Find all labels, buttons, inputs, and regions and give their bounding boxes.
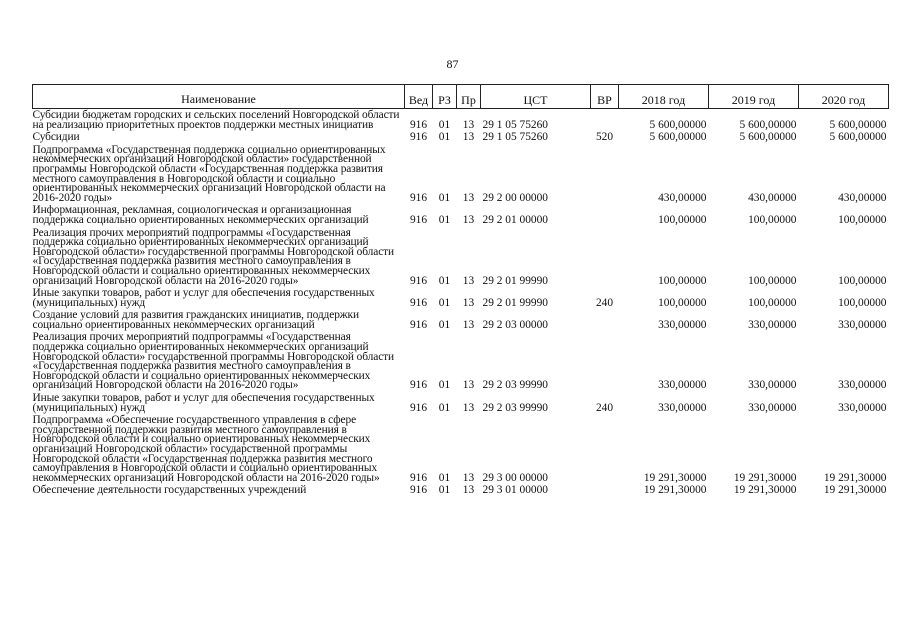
table-row: [33, 109, 889, 132]
row-cst: 29 2 03 99990: [482, 379, 548, 392]
row-value-2019: 100,00000: [748, 274, 797, 287]
row-value-2019: 330,00000: [748, 318, 797, 331]
row-vr: [591, 309, 619, 331]
row-value-2018: 100,00000: [658, 274, 707, 287]
row-rz: 01: [438, 274, 451, 287]
row-value-2020: 19 291,30000: [823, 471, 887, 484]
row-rz: 01: [438, 296, 451, 309]
row-vr: [591, 414, 619, 484]
row-ved: 916: [409, 484, 428, 497]
row-rz: 01: [438, 213, 451, 226]
row-value-2020: 5 600,00000: [829, 118, 887, 131]
row-vr: [591, 109, 619, 132]
table-row: [33, 484, 889, 497]
row-value-2018: 330,00000: [658, 401, 707, 414]
row-pr: 13: [462, 484, 475, 497]
table-row: [33, 227, 889, 288]
row-value-2018: 19 291,30000: [643, 484, 707, 497]
row-value-2018: 100,00000: [658, 296, 707, 309]
row-value-2019: 100,00000: [748, 213, 797, 226]
row-value-2019: 330,00000: [748, 401, 797, 414]
row-value-2018: 100,00000: [658, 213, 707, 226]
row-vr: [591, 331, 619, 392]
row-ved: 916: [409, 471, 428, 484]
row-rz: 01: [438, 379, 451, 392]
row-name: Информационная, рекламная, социологическая и организационная поддержка социально ориентированных некоммерческих организаций: [32, 204, 369, 226]
row-pr: 13: [462, 274, 475, 287]
row-ved: 916: [409, 274, 428, 287]
row-value-2019: 330,00000: [748, 379, 797, 392]
row-pr: 13: [462, 131, 475, 144]
row-value-2020: 100,00000: [838, 274, 887, 287]
table-row: [33, 331, 889, 392]
row-vr: 520: [595, 131, 614, 144]
row-pr: 13: [462, 296, 475, 309]
row-cst: 29 2 03 00000: [482, 318, 548, 331]
row-name: Субсидии: [32, 131, 80, 144]
row-pr: 13: [462, 118, 475, 131]
row-value-2018: 330,00000: [658, 379, 707, 392]
row-cst: 29 3 01 00000: [482, 484, 548, 497]
table-row: [33, 392, 889, 414]
row-value-2019: 5 600,00000: [739, 118, 797, 131]
row-value-2020: 330,00000: [838, 318, 887, 331]
row-cst: 29 2 01 99990: [482, 296, 548, 309]
row-value-2019: 430,00000: [748, 191, 797, 204]
row-value-2018: 430,00000: [658, 191, 707, 204]
row-value-2020: 100,00000: [838, 296, 887, 309]
row-pr: 13: [462, 191, 475, 204]
table-row: [33, 287, 889, 309]
row-vr: [591, 227, 619, 288]
row-vr: [591, 484, 619, 497]
row-rz: 01: [438, 118, 451, 131]
page-number: 87: [446, 57, 459, 71]
row-value-2018: 330,00000: [658, 318, 707, 331]
row-name: Подпрограмма «Обеспечение государственного управления в сфере государственной поддержки развития местного самоуправления в Новгородской области и социально ориентированных некоммерческих организаций Новгородской области» государственной программы Новгородской области «Государственная поддержка развития местного самоуправления в Новгородской области и социально ориентированных некоммерческих организаций Новгородской области на 2016-2020 годы»: [32, 414, 380, 484]
header-name: Наименование: [33, 85, 405, 109]
row-value-2018: 19 291,30000: [643, 471, 707, 484]
row-cst: 29 1 05 75260: [482, 131, 548, 144]
row-ved: 916: [409, 318, 428, 331]
row-ved: 916: [409, 213, 428, 226]
table-row: [33, 144, 889, 205]
table-row: [33, 414, 889, 484]
row-name: Субсидии бюджетам городских и сельских поселений Новгородской области на реализацию приоритетных проектов поддержки местных инициатив: [32, 109, 400, 131]
header-cst: ЦСТ: [481, 85, 591, 109]
row-name: Иные закупки товаров, работ и услуг для обеспечения государственных (муниципальных) нужд: [32, 287, 375, 309]
row-pr: 13: [462, 401, 475, 414]
row-rz: 01: [438, 401, 451, 414]
table-row: [33, 309, 889, 331]
row-pr: 13: [462, 379, 475, 392]
header-vr: ВР: [591, 85, 619, 109]
row-value-2019: 19 291,30000: [733, 484, 797, 497]
table-header-row: [33, 85, 889, 109]
row-name: Обеспечение деятельности государственных учреждений: [32, 484, 307, 497]
row-value-2018: 5 600,00000: [649, 131, 707, 144]
header-pr: Пр: [457, 85, 481, 109]
row-value-2019: 19 291,30000: [733, 471, 797, 484]
row-rz: 01: [438, 471, 451, 484]
row-ved: 916: [409, 118, 428, 131]
row-value-2020: 330,00000: [838, 401, 887, 414]
header-2018: 2018 год: [619, 85, 709, 109]
row-name: Создание условий для развития гражданских инициатив, поддержки социально ориентированных некоммерческих организаций: [32, 309, 359, 331]
row-cst: 29 2 01 99990: [482, 274, 548, 287]
row-cst: 29 3 00 00000: [482, 471, 548, 484]
row-pr: 13: [462, 471, 475, 484]
row-vr: [591, 204, 619, 226]
row-name: Реализация прочих мероприятий подпрограммы «Государственная поддержка социально ориентированных некоммерческих организаций Новгородской области» государственной программы Новгородской области «Государственная поддержка развития местного самоуправления в Новгородской области и социально ориентированных некоммерческих организаций Новгородской области на 2016-2020 годы»: [32, 226, 395, 287]
row-vr: [591, 144, 619, 205]
header-2019: 2019 год: [709, 85, 799, 109]
row-pr: 13: [462, 213, 475, 226]
row-value-2020: 5 600,00000: [829, 131, 887, 144]
table-row: [33, 204, 889, 226]
row-ved: 916: [409, 401, 428, 414]
row-vr: 240: [595, 401, 614, 414]
row-ved: 916: [409, 191, 428, 204]
budget-table: [32, 84, 889, 497]
row-vr: 240: [595, 296, 614, 309]
row-value-2020: 100,00000: [838, 213, 887, 226]
row-value-2020: 430,00000: [838, 191, 887, 204]
header-2020: 2020 год: [799, 85, 889, 109]
row-ved: 916: [409, 131, 428, 144]
header-ved: Вед: [405, 85, 433, 109]
row-name: Подпрограмма «Государственная поддержка социально ориентированных некоммерческих организаций Новгородской области» государственной программы Новгородской области «Государственная поддержка развития местного самоуправления в Новгородской области и социально ориентированных некоммерческих организаций Новгородской области на 2016-2020 годы»: [32, 143, 386, 204]
row-value-2018: 5 600,00000: [649, 118, 707, 131]
row-rz: 01: [438, 484, 451, 497]
row-cst: 29 2 03 99990: [482, 401, 548, 414]
row-rz: 01: [438, 131, 451, 144]
row-rz: 01: [438, 191, 451, 204]
header-rz: РЗ: [433, 85, 457, 109]
row-cst: 29 2 00 00000: [482, 191, 548, 204]
table-row: [33, 131, 889, 144]
row-value-2019: 100,00000: [748, 296, 797, 309]
row-rz: 01: [438, 318, 451, 331]
row-ved: 916: [409, 296, 428, 309]
row-pr: 13: [462, 318, 475, 331]
row-ved: 916: [409, 379, 428, 392]
row-value-2019: 5 600,00000: [739, 131, 797, 144]
row-value-2020: 19 291,30000: [823, 484, 887, 497]
row-value-2020: 330,00000: [838, 379, 887, 392]
row-cst: 29 2 01 00000: [482, 213, 548, 226]
row-cst: 29 1 05 75260: [482, 118, 548, 131]
row-name: Реализация прочих мероприятий подпрограммы «Государственная поддержка социально ориентированных некоммерческих организаций Новгородской области» государственной программы Новгородской области «Государственная поддержка развития местного самоуправления в Новгородской области и социально ориентированных некоммерческих организаций Новгородской области на 2016-2020 годы»: [32, 331, 395, 392]
row-name: Иные закупки товаров, работ и услуг для обеспечения государственных (муниципальных) нужд: [32, 392, 375, 414]
